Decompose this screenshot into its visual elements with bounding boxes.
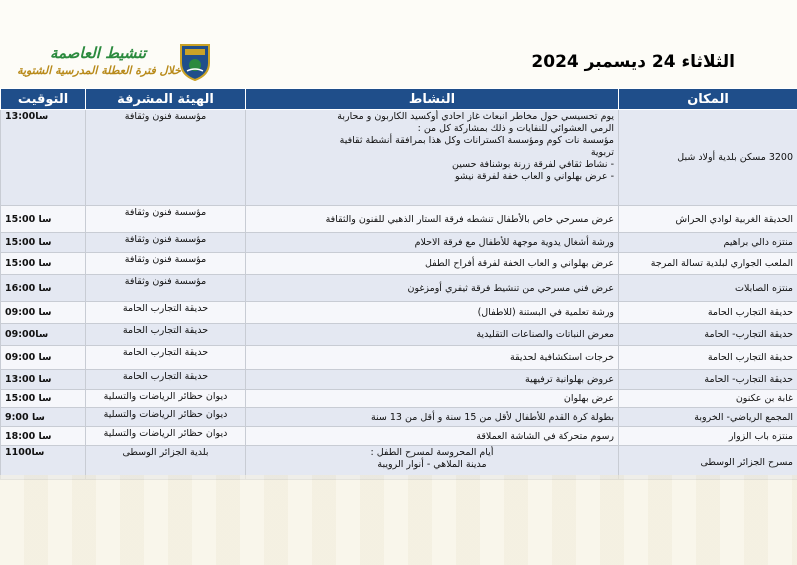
table-row <box>1 346 797 370</box>
activity-cell: عرض بهلواني و العاب الخفة لفرقة أفراح الطفل <box>246 253 619 275</box>
time-cell: 15:00 سا <box>1 390 86 408</box>
activity-line: - عرض بهلواني و العاب خفة لفرقة نيشو <box>454 171 614 182</box>
table-row <box>1 302 797 324</box>
time-cell: 09:00 سا <box>1 346 86 370</box>
activity-cell: عرض فني مسرحي من تنشيط فرقة ثيفري أومزغون <box>246 275 619 302</box>
schedule-table <box>0 88 797 480</box>
activity-line: - نشاط ثقافي لفرقة زرنة بوشنافة حسين <box>452 159 614 170</box>
table-row <box>1 408 797 427</box>
place-cell: حديقة التجارب- الحامة <box>619 324 797 346</box>
activity-line: يوم تحسيسي حول مخاطر انبعاث غاز احادي أوكسيد الكاربون و محاربة <box>337 111 614 122</box>
activity-cell: ورشة أشغال يدوية موجهة للأطفال مع فرقة الاحلام <box>246 233 619 253</box>
decorative-footer <box>0 475 797 565</box>
time-cell: 09:00 سا <box>1 302 86 324</box>
place-cell: المجمع الرياضي- الخروبة <box>619 408 797 427</box>
activity-line: مدينة الملاهي - أنوار الرويبة <box>377 459 487 470</box>
org-cell: حديقة التجارب الحامة <box>86 370 246 390</box>
table-row <box>1 233 797 253</box>
place-cell: حديقة التجارب- الحامة <box>619 370 797 390</box>
brand-title: تنشيط العاصمة <box>49 44 147 62</box>
org-cell: حديقة التجارب الحامة <box>86 324 246 346</box>
time-cell: 15:00 سا <box>1 233 86 253</box>
activity-cell: معرض النباتات والصناعات التقليدية <box>246 324 619 346</box>
time-cell: 15:00 سا <box>1 253 86 275</box>
activity-cell: ورشة تعلمية في البستنة (للاطفال) <box>246 302 619 324</box>
brand-subtitle: خلال فترة العطلة المدرسية الشتوية <box>17 64 181 77</box>
activity-cell: خرجات استكشافية لحديقة <box>246 346 619 370</box>
org-cell: ديوان حظائر الرياضات والتسلية <box>86 408 246 427</box>
activity-cell: عرض بهلوان <box>246 390 619 408</box>
time-cell: 13:00 سا <box>1 370 86 390</box>
activity-cell: عرض مسرحي خاص بالأطفال تنشطه فرقة الستار الذهبي للفنون والثقافة <box>246 206 619 233</box>
org-cell: مؤسسة فنون وثقافة <box>86 275 246 302</box>
activity-line: أيام المحروسة لمسرح الطفل : <box>370 447 494 458</box>
place-cell: حديقة التجارب الحامة <box>619 302 797 324</box>
date-title: الثلاثاء 24 ديسمبر 2024 <box>531 52 735 72</box>
column-header-org: الهيئة المشرفة <box>86 89 246 110</box>
org-cell: ديوان حظائر الرياضات والتسلية <box>86 390 246 408</box>
org-cell: ديوان حظائر الرياضات والتسلية <box>86 427 246 446</box>
org-cell: مؤسسة فنون وثقافة <box>86 233 246 253</box>
page-header <box>0 0 797 88</box>
table-row <box>1 206 797 233</box>
place-cell: غابة بن عكنون <box>619 390 797 408</box>
time-cell: 15:00 سا <box>1 206 86 233</box>
column-header-time: التوقيت <box>1 89 86 110</box>
algiers-emblem-icon <box>177 41 213 81</box>
table-row <box>1 370 797 390</box>
place-cell: الحديقة الغربية لوادي الحراش <box>619 206 797 233</box>
activity-cell: عروض بهلوانية ترفيهية <box>246 370 619 390</box>
table-row <box>1 427 797 446</box>
place-cell: الملعب الجواري لبلدية تسالة المرجة <box>619 253 797 275</box>
place-cell: مسرح الجزائر الوسطى <box>619 446 797 480</box>
column-header-activity: النشاط <box>246 89 619 110</box>
activity-cell: رسوم متحركة في الشاشة العملاقة <box>246 427 619 446</box>
activity-cell <box>246 110 619 206</box>
place-cell: منتزه الصابلات <box>619 275 797 302</box>
time-cell: 16:00 سا <box>1 275 86 302</box>
activity-line: تربوية <box>590 147 614 158</box>
time-cell: 11سا00 <box>1 446 86 480</box>
place-cell: حديقة التجارب الحامة <box>619 346 797 370</box>
time-cell: 9:00 سا <box>1 408 86 427</box>
time-cell: 09:00سا <box>1 324 86 346</box>
time-cell: 13:00سا <box>1 110 86 206</box>
place-cell: منتزه باب الزوار <box>619 427 797 446</box>
place-cell: منتزه دالي براهيم <box>619 233 797 253</box>
org-cell: حديقة التجارب الحامة <box>86 346 246 370</box>
activity-cell: بطولة كرة القدم للأطفال لأقل من 15 سنة و أقل من 13 سنة <box>246 408 619 427</box>
table-row <box>1 275 797 302</box>
place-cell: 3200 مسكن بلدية أولاد شبل <box>619 110 797 206</box>
org-cell: مؤسسة فنون وثقافة <box>86 206 246 233</box>
time-cell: 18:00 سا <box>1 427 86 446</box>
org-cell: حديقة التجارب الحامة <box>86 302 246 324</box>
table-row <box>1 324 797 346</box>
table-header-row <box>1 89 797 110</box>
column-header-place: المكان <box>619 89 797 110</box>
org-cell: مؤسسة فنون وثقافة <box>86 253 246 275</box>
table-row <box>1 253 797 275</box>
org-cell: مؤسسة فنون وثقافة <box>86 110 246 206</box>
activity-line: مؤسسة نات كوم ومؤسسة اكسترانات وكل هذا بمرافقة أنشطة ثقافية <box>339 135 614 146</box>
org-cell: بلدية الجزائر الوسطى <box>86 446 246 480</box>
table-row <box>1 110 797 206</box>
activity-line: الرمي العشوائي للنفايات و ذلك بمشاركة كل من : <box>417 123 614 134</box>
table-row <box>1 390 797 408</box>
